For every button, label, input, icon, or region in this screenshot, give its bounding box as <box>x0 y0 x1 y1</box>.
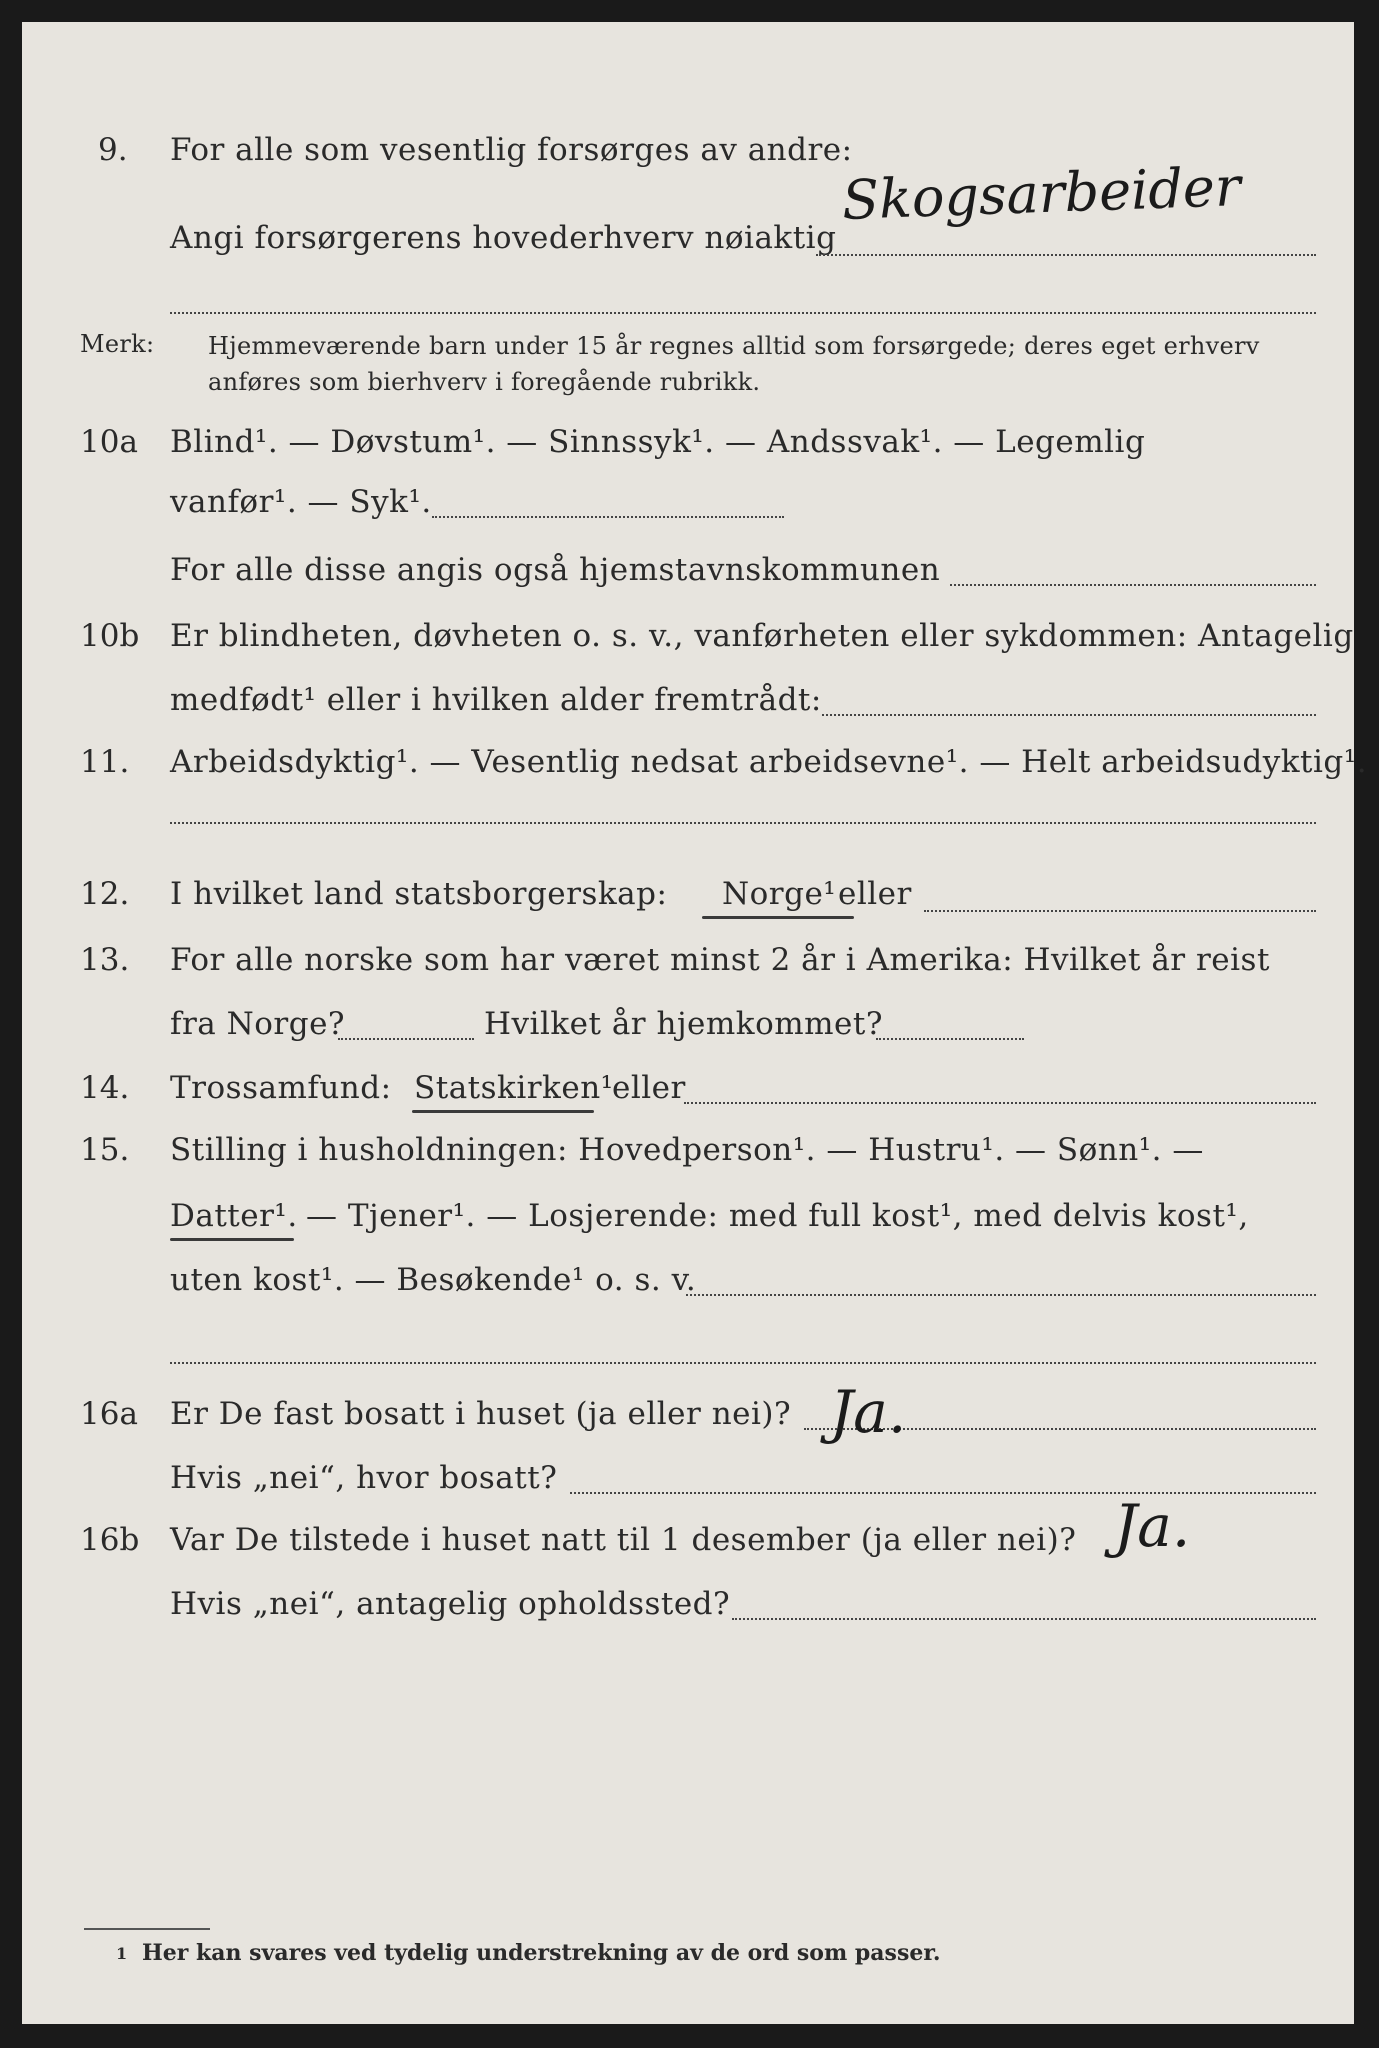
q14-answer-line <box>684 1102 1316 1104</box>
q14-number: 14. <box>80 1070 130 1106</box>
q13-number: 13. <box>80 942 130 978</box>
q9-handwritten-answer: Skogsarbeider <box>841 155 1242 232</box>
q9-line2: Angi forsørgerens hovederhverv nøiaktig <box>170 220 837 256</box>
q10b-number: 10b <box>80 618 140 654</box>
q9-answer-line <box>816 254 1316 256</box>
q9-number: 9. <box>98 132 128 168</box>
q15-extra-line <box>170 1362 1316 1364</box>
q16b-place-line <box>732 1618 1316 1620</box>
q9-extra-line <box>170 312 1316 314</box>
q13-return-year-line <box>876 1038 1024 1040</box>
merk-line1: Hjemmeværende barn under 15 år regnes alltid som forsørgede; deres eget erhverv <box>208 332 1260 360</box>
q16a-handwritten-answer: Ja. <box>830 1378 907 1446</box>
q15-datter-underline <box>170 1238 294 1241</box>
q10a-line1: Blind¹. — Døvstum¹. — Sinnssyk¹. — Andssvak¹. — Legemlig <box>170 424 1146 460</box>
q10b-answer-line <box>822 714 1316 716</box>
q13-line1: For alle norske som har været minst 2 år i Amerika: Hvilket år reist <box>170 942 1270 978</box>
q16a-line2: Hvis „nei“, hvor bosatt? <box>170 1460 558 1496</box>
q15-option-datter: Datter¹. <box>170 1198 298 1234</box>
q16a-where-line <box>570 1492 1316 1494</box>
footnote-rule <box>84 1928 210 1930</box>
form-page <box>22 22 1368 2024</box>
q15-line1: Stilling i husholdningen: Hovedperson¹. — Hustru¹. — Sønn¹. — <box>170 1132 1204 1168</box>
q15-line2b: — Tjener¹. — Losjerende: med full kost¹, med delvis kost¹, <box>306 1198 1249 1234</box>
q10a-line3: For alle disse angis også hjemstavnskommunen <box>170 552 941 588</box>
merk-label: Merk: <box>80 330 155 358</box>
q16a-number: 16a <box>80 1396 138 1432</box>
q13-line2a: fra Norge? <box>170 1006 346 1042</box>
q14-label: Trossamfund: <box>170 1070 392 1106</box>
q12-number: 12. <box>80 876 130 912</box>
q9-line1: For alle som vesentlig forsørges av andre: <box>170 132 853 168</box>
merk-line2: anføres som bierhverv i foregående rubrikk. <box>208 368 761 396</box>
q16b-number: 16b <box>80 1522 140 1558</box>
q15-answer-line <box>686 1294 1316 1296</box>
q12-rest: eller <box>838 876 912 912</box>
q11-answer-line <box>170 822 1316 824</box>
q16b-line1: Var De tilstede i huset natt til 1 desember (ja eller nei)? <box>170 1522 1077 1558</box>
q10b-line2: medfødt¹ eller i hvilken alder fremtrådt: <box>170 682 822 718</box>
q12-norge-underline <box>702 916 854 919</box>
q12-option-norge: Norge¹ <box>722 876 837 912</box>
q10a-answer-line <box>432 516 784 518</box>
q13-left-year-line <box>338 1038 474 1040</box>
q15-line3: uten kost¹. — Besøkende¹ o. s. v. <box>170 1262 697 1298</box>
q14-rest: eller <box>612 1070 686 1106</box>
q11-line1: Arbeidsdyktig¹. — Vesentlig nedsat arbeidsevne¹. — Helt arbeidsudyktig¹. <box>170 744 1368 780</box>
q15-number: 15. <box>80 1132 130 1168</box>
q14-option-statskirken: Statskirken¹ <box>414 1070 614 1106</box>
q12-line1: I hvilket land statsborgerskap: <box>170 876 668 912</box>
footnote-text: Her kan svares ved tydelig understrekning av de ord som passer. <box>142 1940 941 1966</box>
q10b-line1: Er blindheten, døvheten o. s. v., vanførheten eller sykdommen: Antagelig <box>170 618 1354 654</box>
q10a-line2: vanfør¹. — Syk¹. <box>170 484 432 520</box>
q10a-number: 10a <box>80 424 138 460</box>
q13-line2b: Hvilket år hjemkommet? <box>484 1006 883 1042</box>
q16a-line1: Er De fast bosatt i huset (ja eller nei)? <box>170 1396 792 1432</box>
q16b-line2: Hvis „nei“, antagelig opholdssted? <box>170 1586 731 1622</box>
q10a-municipality-line <box>950 584 1316 586</box>
q16b-handwritten-answer: Ja. <box>1114 1492 1191 1560</box>
footnote-mark: 1 <box>116 1944 128 1963</box>
q14-statskirken-underline <box>412 1110 594 1113</box>
q12-answer-line <box>924 910 1316 912</box>
q11-number: 11. <box>80 744 130 780</box>
